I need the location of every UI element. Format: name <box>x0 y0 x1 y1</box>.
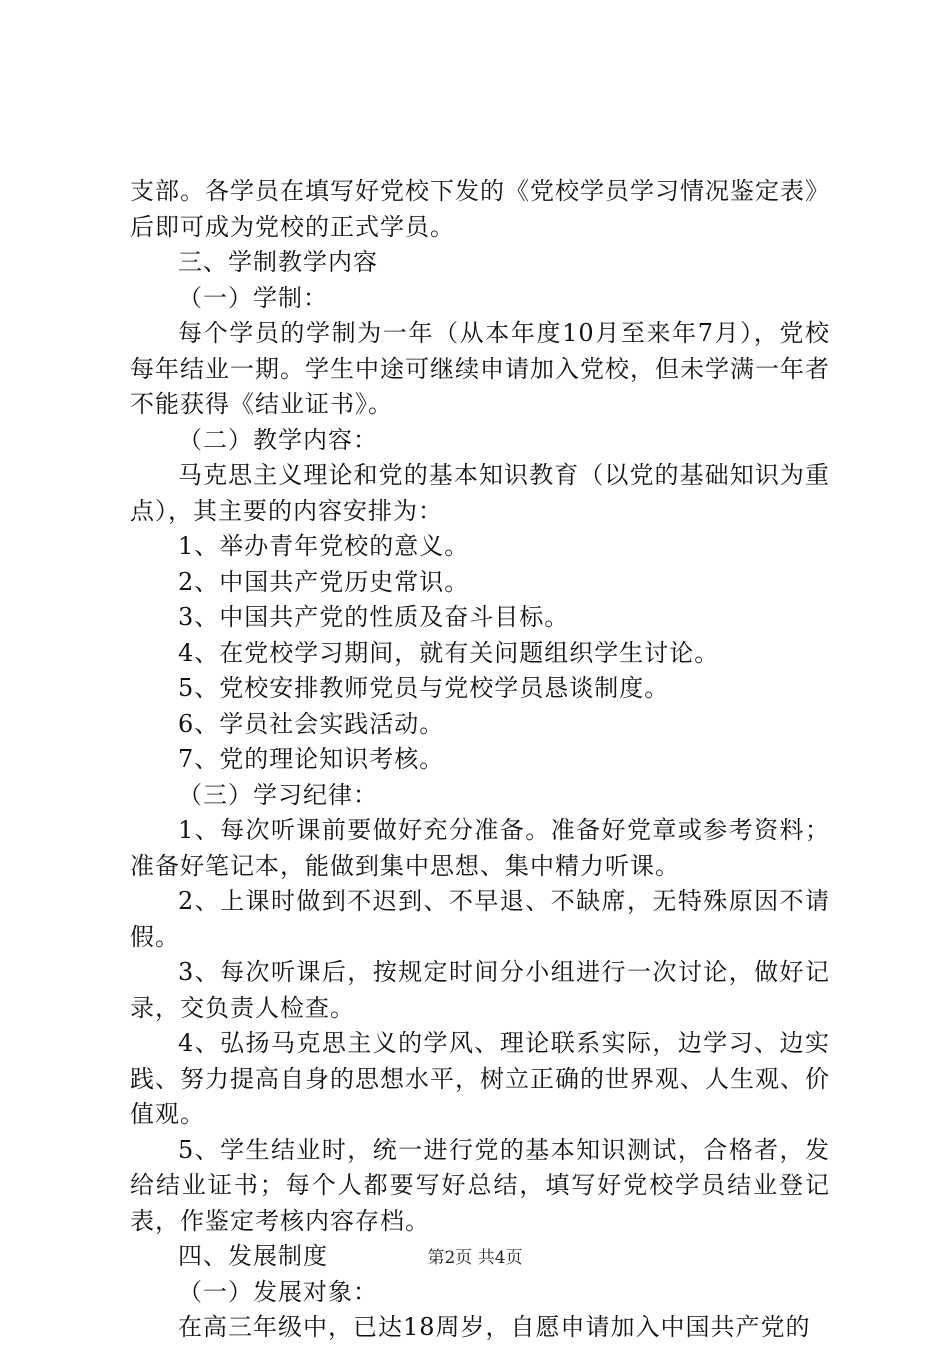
list-item: 5、学生结业时，统一进行党的基本知识测试，合格者，发给结业证书；每个人都要写好总结，填写好党校学员结业登记表，作鉴定考核内容存档。 <box>130 1135 830 1235</box>
paragraph-schooling: 每个学员的学制为一年（从本年度10月至来年7月），党校每年结业一期。学生中途可继续申请加入党校，但未学满一年者不能获得《结业证书》。 <box>130 319 830 418</box>
list-item: 4、弘扬马克思主义的学风、理论联系实际，边学习、边实践、努力提高自身的思想水平，树立正确的世界观、人生观、价值观。 <box>130 1029 830 1128</box>
subsection-heading-schooling: （一）学制： <box>178 283 328 312</box>
paragraph-teaching: 马克思主义理论和党的基本知识教育（以党的基础知识为重点），其主要的内容安排为： <box>130 461 830 525</box>
list-item: 3、中国共产党的性质及奋斗目标。 <box>178 603 570 631</box>
page-number-footer: 第2页 共4页 <box>427 1248 523 1268</box>
subsection-heading-discipline: （三）学习纪律： <box>178 780 378 809</box>
subsection-heading-teaching: （二）教学内容： <box>178 425 378 454</box>
section-heading-3: 三、学制教学内容 <box>178 248 378 276</box>
list-item: 5、党校安排教师党员与党校学员恳谈制度。 <box>178 674 670 702</box>
list-item: 3、每次听课后，按规定时间分小组进行一次讨论，做好记录，交负责人检查。 <box>130 958 830 1022</box>
list-item: 6、学员社会实践活动。 <box>178 709 445 738</box>
list-item: 1、每次听课前要做好充分准备。准备好党章或参考资料；准备好笔记本，能做到集中思想、集中精力听课。 <box>130 816 830 880</box>
list-item: 1、举办青年党校的意义。 <box>178 532 470 560</box>
paragraph-development: 在高三年级中，已达18周岁，自愿申请加入中国共产党的 <box>178 1313 811 1341</box>
paragraph-1: 支部。各学员在填写好党校下发的《党校学员学习情况鉴定表》后即可成为党校的正式学员。 <box>130 177 830 241</box>
list-item: 2、中国共产党历史常识。 <box>178 567 470 596</box>
subsection-heading-development: （一）发展对象： <box>178 1277 378 1306</box>
list-item: 4、在党校学习期间，就有关问题组织学生讨论。 <box>178 638 720 667</box>
list-item: 2、上课时做到不迟到、不早退、不缺席，无特殊原因不请假。 <box>130 887 830 951</box>
section-heading-4: 四、发展制度 <box>178 1242 328 1270</box>
list-item: 7、党的理论知识考核。 <box>178 745 445 773</box>
document-body <box>130 174 830 1346</box>
